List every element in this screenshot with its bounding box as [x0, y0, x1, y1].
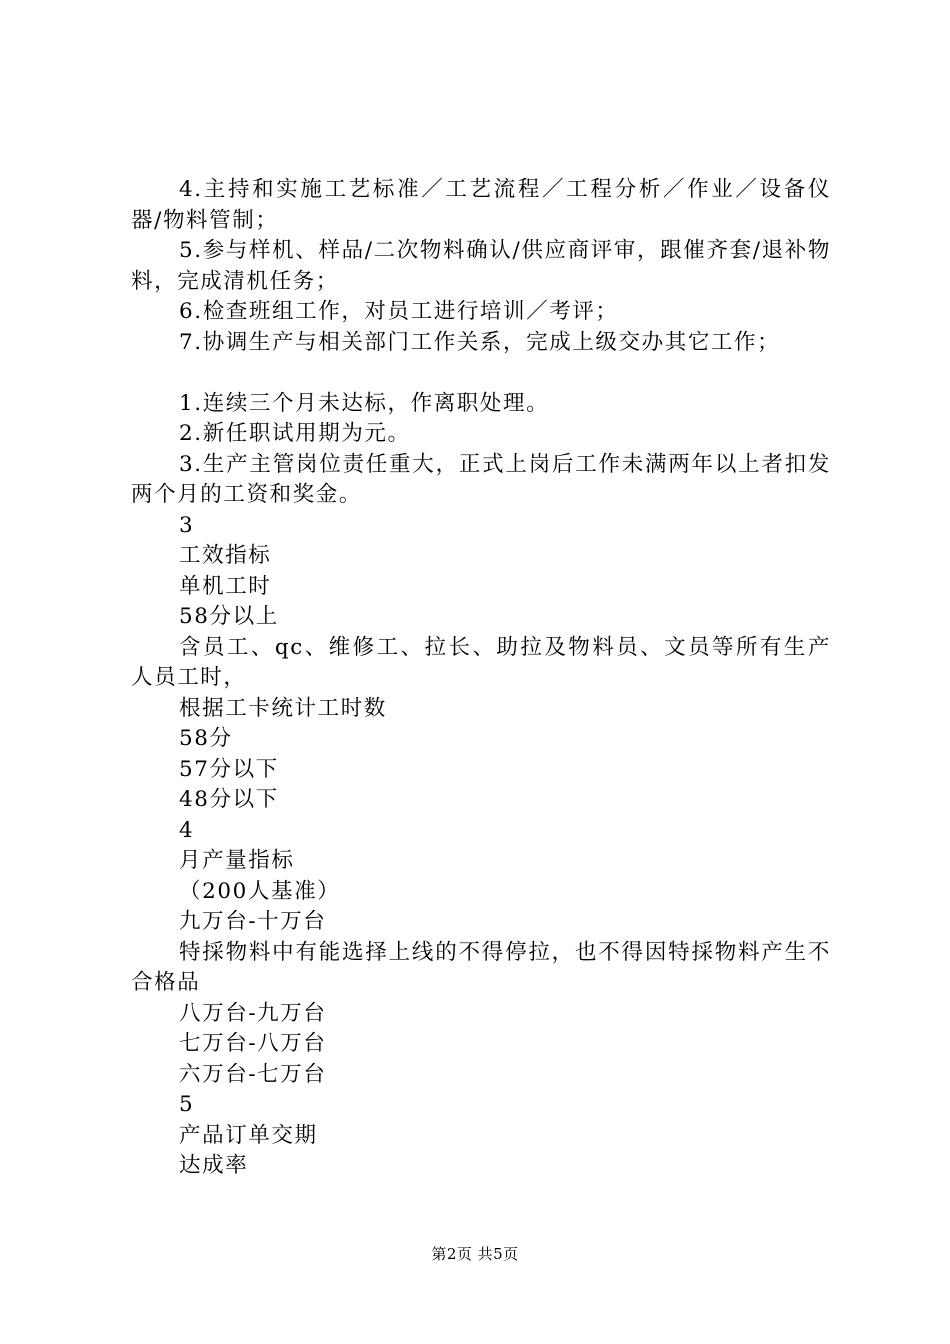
paragraph: 3 — [179, 512, 195, 538]
paragraph: 特採物料中有能选择上线的不得停拉，也不得因特採物料产生不合格品 — [131, 939, 831, 995]
paragraph: 达成率 — [179, 1153, 249, 1178]
paragraph: 八万台-九万台 — [179, 1000, 327, 1026]
paragraph: 7.协调生产与相关部门工作关系，完成上级交办其它工作； — [179, 329, 781, 355]
paragraph: 1.连续三个月未达标，作离职处理。 — [179, 390, 550, 416]
paragraph: 5.参与样机、样品/二次物料确认/供应商评审，跟催齐套/退补物料，完成清机任务； — [131, 238, 831, 294]
paragraph: 六万台-七万台 — [179, 1061, 327, 1087]
paragraph: 48分以下 — [179, 787, 279, 812]
paragraph: 4 — [179, 817, 195, 843]
paragraph: 产品订单交期 — [179, 1122, 318, 1148]
paragraph: 2.新任职试用期为元。 — [179, 421, 411, 446]
paragraph: 根据工卡统计工时数 — [179, 695, 387, 721]
paragraph: 工效指标 — [179, 543, 272, 568]
page-number-footer: 第2页 共5页 — [431, 1245, 519, 1263]
paragraph: 4.主持和实施工艺标准／工艺流程／工程分析／作业／设备仪器/物料管制； — [131, 177, 831, 233]
paragraph: 6.检查班组工作，对员工进行培训／考评； — [179, 299, 619, 324]
paragraph: 七万台-八万台 — [179, 1031, 327, 1056]
paragraph: 57分以下 — [179, 756, 279, 782]
paragraph: 月产量指标 — [179, 848, 295, 873]
paragraph: 58分 — [179, 726, 233, 751]
paragraph: 含员工、qc、维修工、拉长、助拉及物料员、文员等所有生产人员工时， — [131, 634, 831, 690]
paragraph: 5 — [179, 1092, 195, 1117]
paragraph: 单机工时 — [179, 573, 272, 599]
paragraph: 58分以上 — [179, 604, 279, 629]
document-body — [131, 175, 831, 1182]
blank-line — [131, 358, 831, 389]
paragraph: 3.生产主管岗位责任重大，正式上岗后工作未满两年以上者扣发两个月的工资和奖金。 — [131, 451, 831, 507]
paragraph: （200人基准） — [179, 878, 341, 904]
paragraph: 九万台-十万台 — [179, 909, 327, 934]
